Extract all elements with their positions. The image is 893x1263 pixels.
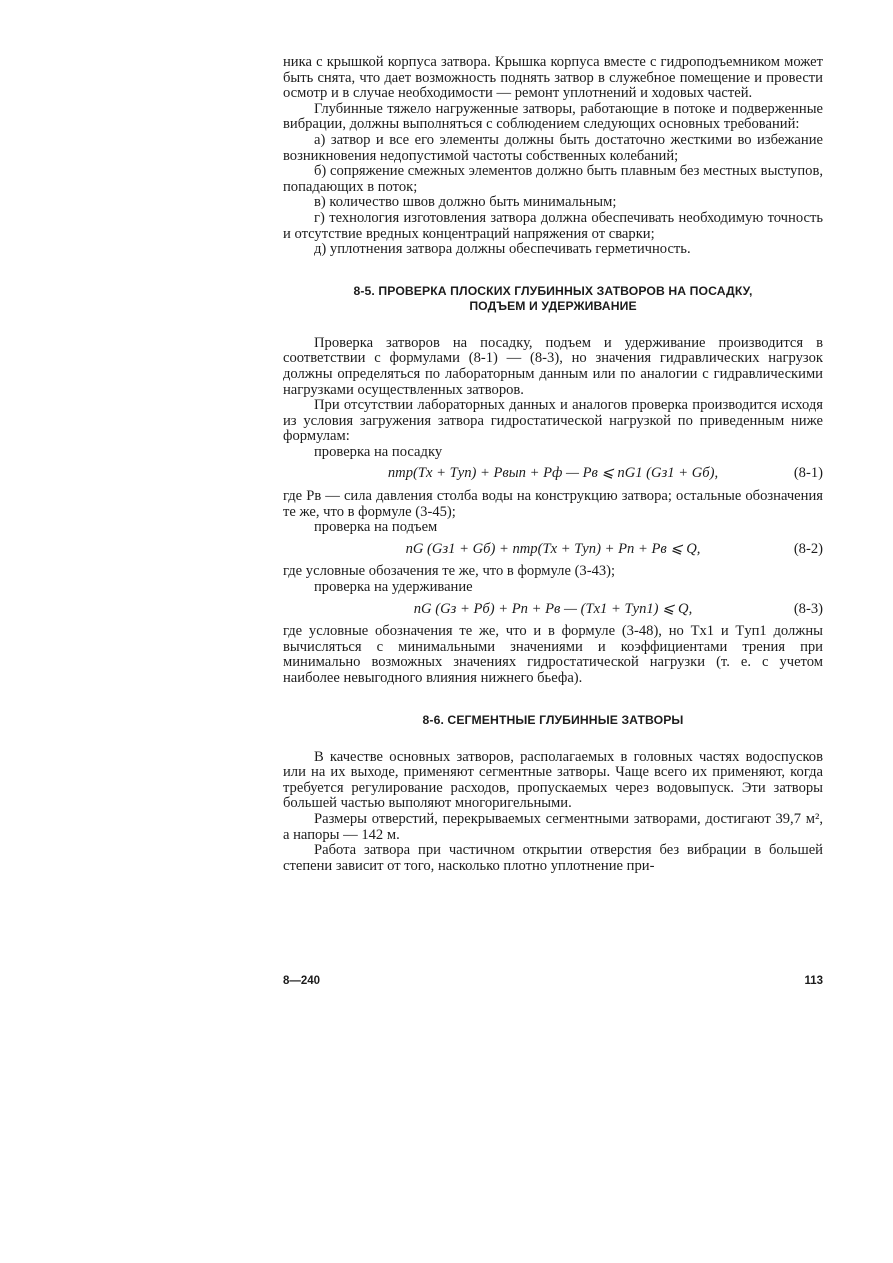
requirement-item: а) затвор и все его элементы должны быть достаточно жесткими во избежание возникновения недопустимой частоты собственных колебаний; — [283, 131, 823, 164]
formula-8-1 — [283, 466, 823, 482]
paragraph: где Pв — сила давления столба воды на конструкцию затвора; остальные обозначения те же, что в формуле (3-45); — [283, 488, 823, 520]
section-heading-line: ПОДЪЕМ И УДЕРЖИВАНИЕ — [469, 298, 637, 313]
formula-8-3 — [283, 602, 823, 618]
formula-label: проверка на посадку — [314, 443, 443, 460]
requirement-item: в) количество швов должно быть минимальным; — [314, 194, 617, 211]
formula-8-2 — [283, 542, 823, 558]
paragraph: В качестве основных затворов, располагаемых в головных частях водоспусков или на их выходе, применяют сегментные затворы. Чаще всего их применяют, когда требуется регулирование расходов, пропускаемых через водовыпуск. Эти затворы большей частью выполяют многоригельными. — [283, 748, 823, 812]
formula-expression: nG (Gз1 + Gб) + nтр(Tх + Tуп) + Pп + Pв ⩽ Q, — [405, 540, 701, 557]
formula-label: проверка на подъем — [314, 519, 438, 536]
formula-number: (8-1) — [793, 465, 823, 482]
section-heading-line: 8-5. ПРОВЕРКА ПЛОСКИХ ГЛУБИННЫХ ЗАТВОРОВ НА ПОСАДКУ, — [353, 283, 753, 298]
page-body — [283, 55, 823, 874]
printer-signature: 8—240 — [283, 975, 321, 987]
formula-number: (8-3) — [793, 600, 823, 617]
formula-label: проверка на удерживание — [314, 579, 473, 596]
page-footer — [283, 975, 823, 987]
formula-expression: nтр(Tх + Tуп) + Pвып + Pф — Pв ⩽ nG1 (Gз1 + Gб), — [387, 465, 719, 482]
paragraph: ника с крышкой корпуса затвора. Крышка корпуса вместе с гидроподъемником может быть снята, что дает возможность поднять затвор в служебное помещение и провести осмотр и в случае необходимости — ремонт уплотнений и ходовых частей. — [283, 54, 823, 102]
paragraph: Размеры отверстий, перекрываемых сегментными затворами, достигают 39,7 м², а напоры — 142 м. — [283, 810, 823, 843]
section-heading-8-6: 8-6. СЕГМЕНТНЫЕ ГЛУБИННЫЕ ЗАТВОРЫ — [422, 712, 684, 727]
requirement-item: д) уплотнения затвора должны обеспечивать герметичность. — [314, 241, 691, 258]
paragraph: При отсутствии лабораторных данных и аналогов проверка производится исходя из условия загружения затвора гидростатической нагрузкой по приведенным ниже формулам: — [283, 397, 823, 445]
paragraph: Работа затвора при частичном открытии отверстия без вибрации в большей степени зависит от того, насколько плотно уплотнение при- — [283, 842, 823, 874]
requirement-item: г) технология изготовления затвора должна обеспечивать необходимую точность и отсутствие вредных концентраций напряжения от сварки; — [283, 209, 823, 242]
formula-number: (8-2) — [793, 540, 823, 557]
requirement-item: б) сопряжение смежных элементов должно быть плавным без местных выступов, попадающих в поток; — [283, 163, 823, 195]
paragraph: Проверка затворов на посадку, подъем и удерживание производится в соответствии с формулами (8-1) — (8-3), но значения гидравлических нагрузок должны определяться по лабораторным данным или по аналогии с гидравлическими нагрузками осуществленных затворов. — [283, 334, 823, 398]
formula-expression: nG (Gз + Pб) + Pп + Pв — (Tх1 + Tуп1) ⩽ Q, — [413, 600, 693, 617]
page-number: 113 — [804, 975, 823, 987]
paragraph: где условные обозачения те же, что в формуле (3-43); — [283, 563, 616, 580]
section-heading-8-5 — [283, 284, 823, 314]
paragraph: где условные обозначения те же, что и в формуле (3-48), но Tх1 и Tуп1 должны вычисляться с минимальными значениями и коэффициентами трения при минимально возможных значениях гидростатической нагрузки (т. е. с учетом наиболее невыгодного влияния нижнего бьефа). — [283, 623, 823, 686]
paragraph: Глубинные тяжело нагруженные затворы, работающие в потоке и подверженные вибрации, должны выполняться с соблюдением следующих основных требований: — [283, 100, 823, 133]
